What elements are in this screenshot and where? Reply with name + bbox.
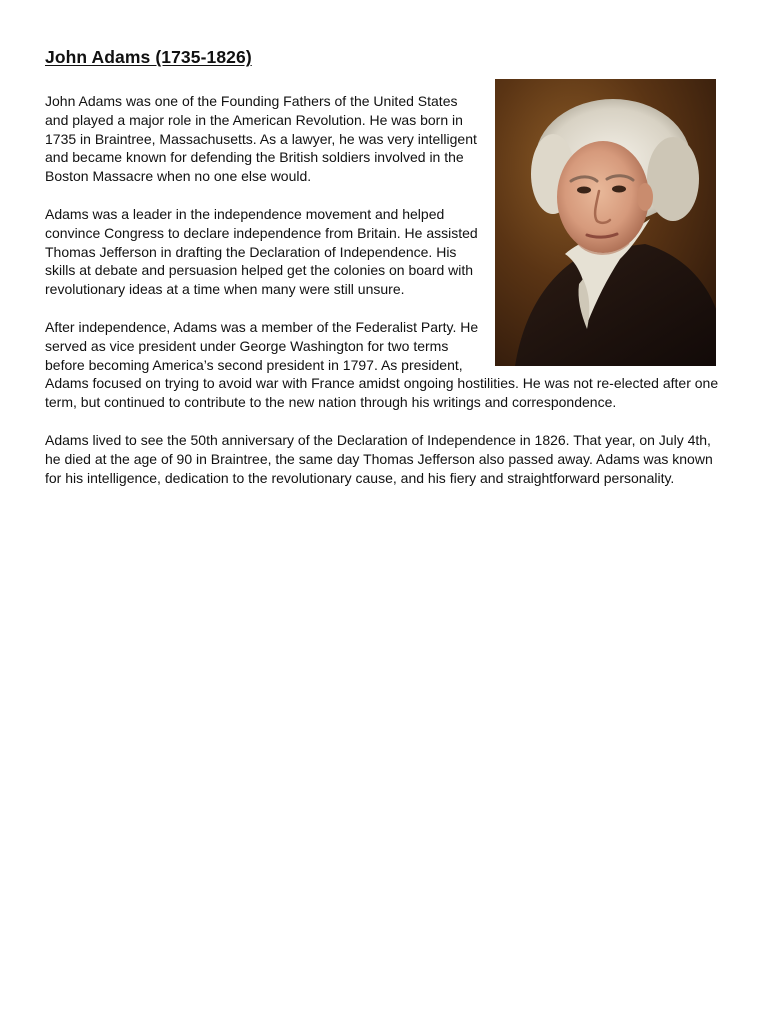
page-title: John Adams (1735-1826) [45, 47, 252, 67]
paragraph-early-life: John Adams was one of the Founding Fathers of the United States and played a major role in the American Revolution. He was born in 1735 in Braintree, Massachusetts. As a lawyer, he was very intelligent and became known for defending the British soldiers involved in the Boston Massacre when no one else would. [45, 93, 477, 185]
document-page [45, 44, 725, 506]
portrait-image [495, 79, 716, 366]
paragraph-later-life: Adams lived to see the 50th anniversary of the Declaration of Independence in 1826. That year, on July 4th, he died at the age of 90 in Braintree, the same day Thomas Jefferson also passed away. Adams was known for his intelligence, dedication to the revolutionary cause, and his fiery and straightforward personality. [45, 431, 713, 486]
paragraph-independence: Adams was a leader in the independence movement and helped convince Congress to declare independence from Britain. He assisted Thomas Jefferson in drafting the Declaration of Independence. His skills at debate and persuasion helped get the colonies on board with revolutionary ideas at a time when many were still unsure. [45, 205, 478, 298]
paragraph-presidency: After independence, Adams was a member of the Federalist Party. He served as vice president under George Washington for two terms before becoming America’s second president in 1797. As president, Adams focused on trying to avoid war with France amidst ongoing hostilities. He was not re-elected after one term, but continued to contribute to the new nation through his writings and correspondence. [45, 318, 719, 411]
portrait-painting [495, 79, 716, 366]
